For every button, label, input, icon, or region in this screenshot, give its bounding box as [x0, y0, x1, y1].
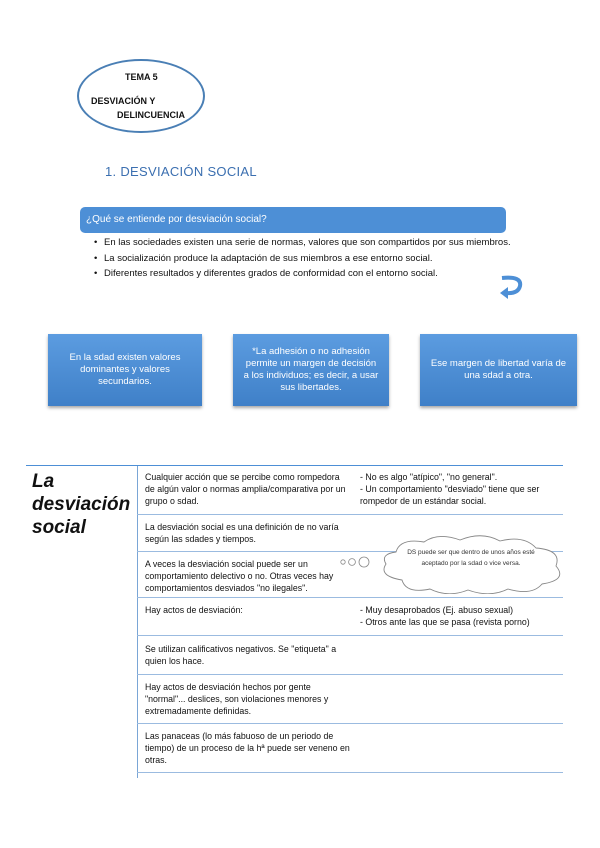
- table-row-divider: [137, 514, 563, 515]
- thought-cloud-text: DS puede ser que dentro de unos años esté aceptado por la sdad o vice versa.: [407, 549, 535, 567]
- topic-title-line1: DESVIACIÓN Y: [91, 96, 156, 106]
- bullet-item: • La socialización produce la adaptación de sus miembros a ese entorno social.: [94, 253, 514, 266]
- curved-arrow-icon: [496, 274, 524, 300]
- bullet-list: [94, 237, 514, 284]
- question-bar: ¿Qué se entiende por desviación social?: [80, 207, 506, 233]
- table-row-divider: [137, 674, 563, 675]
- bullet-item: • En las sociedades existen una serie de normas, valores que son compartidos por sus miembros.: [94, 237, 514, 250]
- section-title: 1. DESVIACIÓN SOCIAL: [105, 164, 257, 179]
- table-row-divider: [137, 635, 563, 636]
- table-row-right: - Muy desaprobados (Ej. abuso sexual) - Otros ante las que se pasa (revista porno): [360, 605, 530, 627]
- table-row-divider: [137, 723, 563, 724]
- table-row-divider: [137, 597, 563, 598]
- thought-bubbles-icon: [338, 554, 374, 570]
- topic-title-line2: DELINCUENCIA: [117, 110, 186, 120]
- table-row-left: La desviación social es una definición de no varía según las sdades y tiempos.: [145, 522, 339, 544]
- table-row-left: Hay actos de desviación hechos por gente "normal"... deslices, son violaciones menores y extremadamente definidas.: [145, 682, 329, 716]
- table-row-left: Cualquier acción que se percibe como rompedora de algún valor o normas amplia/comparativa por un grupo o sdad.: [145, 472, 346, 506]
- table-row-left: A veces la desviación social puede ser un comportamiento delectivo o no. Otras veces hay comportamientos desviados "no ilegales".: [145, 559, 334, 593]
- table-row-right: - No es algo "atípico", "no general". - Un comportamiento "desviado" tiene que ser rompedor de un estándar social.: [360, 472, 540, 506]
- bullet-item: • Diferentes resultados y diferentes grados de conformidad con el entorno social.: [94, 268, 514, 281]
- table-row-left: Las panaceas (lo más fabuoso de un periodo de tiempo) de un proceso de la hª puede ser veneno en otras.: [145, 731, 350, 765]
- info-box-adhesion: *La adhesión o no adhesión permite un margen de decisión a los individuos; es decir, a usar sus libertades.: [233, 334, 389, 406]
- table-side-title: La desviación social: [32, 471, 131, 538]
- topic-number: TEMA 5: [125, 72, 158, 82]
- table-vertical-divider: [137, 466, 138, 778]
- info-box-values: En la sdad existen valores dominantes y valores secundarios.: [48, 334, 202, 406]
- table-top-rule: [26, 465, 563, 466]
- table-row-left: Hay actos de desviación:: [145, 605, 243, 615]
- info-box-freedom: Ese margen de libertad varía de una sdad a otra.: [420, 334, 577, 406]
- table-row-left: Se utilizan calificativos negativos. Se "etiqueta" a quien los hace.: [145, 644, 337, 666]
- table-row-divider: [137, 772, 563, 773]
